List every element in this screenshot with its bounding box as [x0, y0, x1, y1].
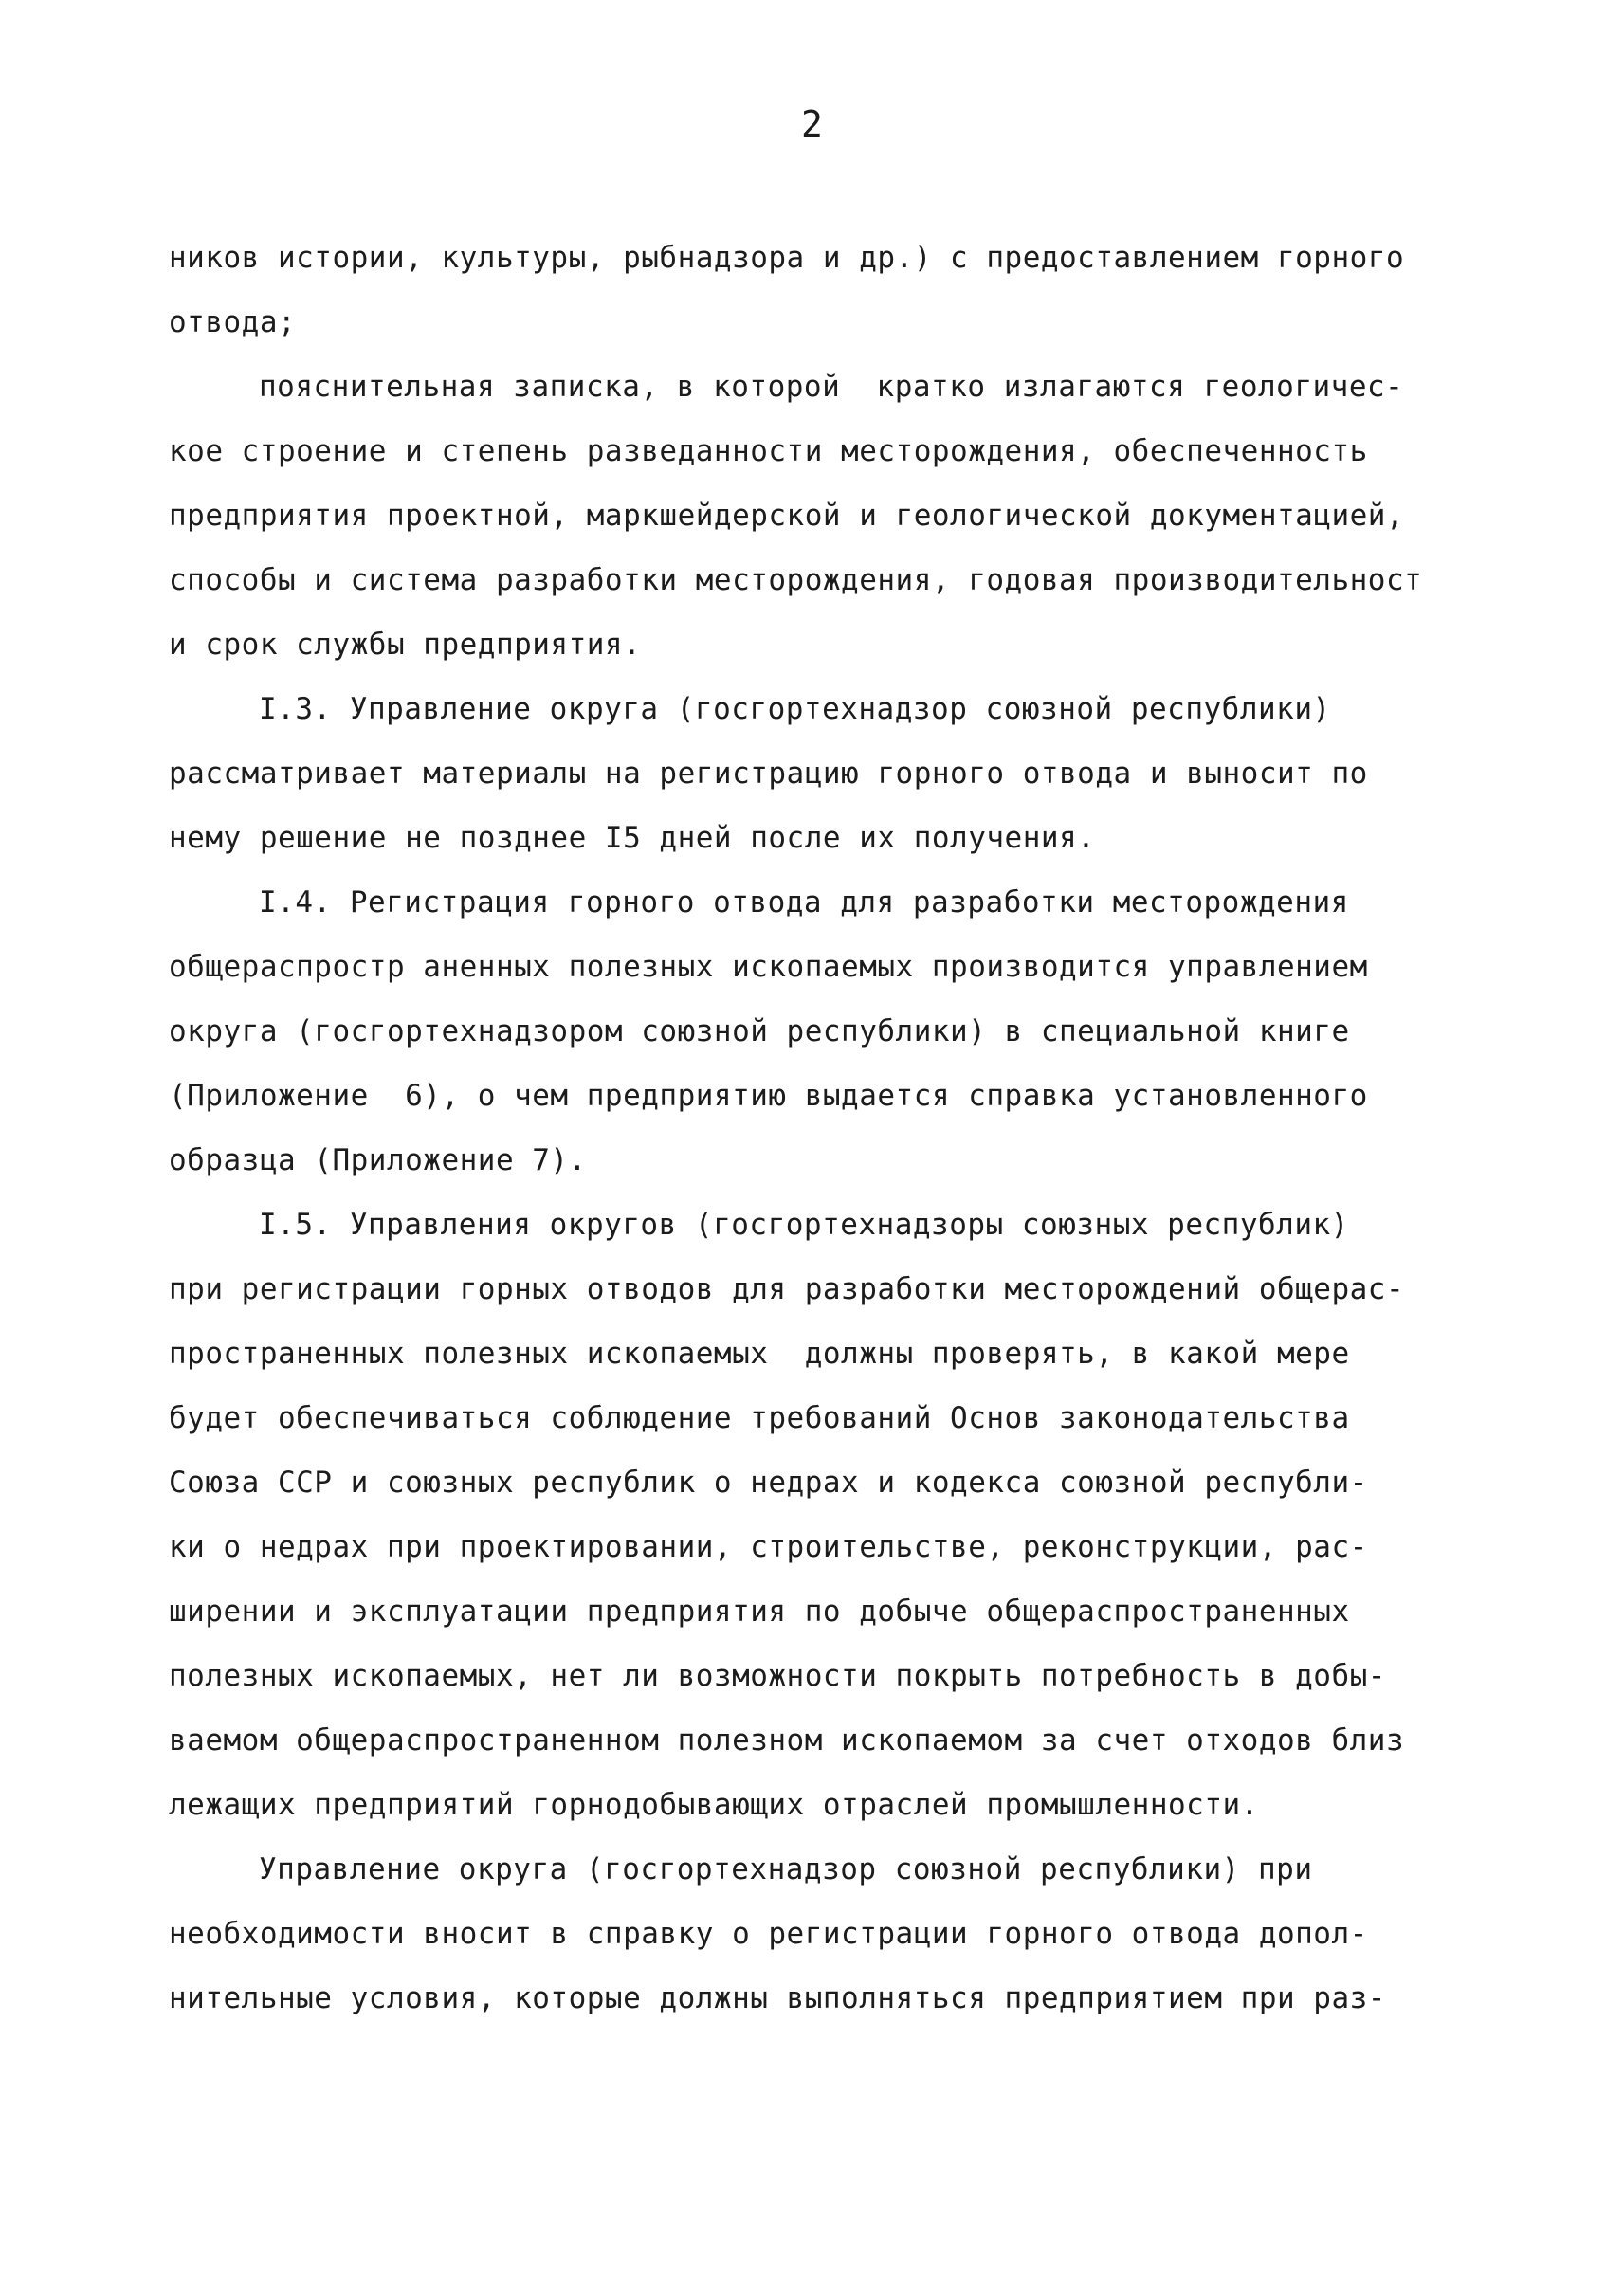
paragraph-explanatory-note	[169, 355, 1515, 677]
text-line: образца (Приложение 7).	[169, 1143, 587, 1177]
text-line: ки о недрах при проектировании, строительстве, реконструкции, рас-	[169, 1530, 1368, 1564]
text-line: I.5. Управления округов (госгортехнадзоры союзных республик)	[259, 1208, 1349, 1242]
text-line: способы и система разработки месторождения, годовая производительност	[169, 563, 1423, 597]
text-line: I.4. Регистрация горного отвода для разработки месторождения	[259, 885, 1349, 920]
text-line: при регистрации горных отводов для разработки месторождений общерас-	[169, 1272, 1405, 1306]
paragraph-section-1-4	[169, 870, 1515, 1193]
text-line: I.3. Управление округа (госгортехнадзор союзной республики)	[259, 692, 1331, 726]
text-line: полезных ископаемых, нет ли возможности покрыть потребность в добы-	[169, 1659, 1386, 1693]
text-line: рассматривает материалы на регистрацию горного отвода и выносит по	[169, 756, 1368, 791]
text-line: будет обеспечиваться соблюдение требований Основ законодательства	[169, 1401, 1350, 1435]
text-line: общераспростр аненных полезных ископаемых производится управлением	[169, 950, 1368, 984]
text-line: отвода;	[169, 305, 297, 339]
paragraph-section-1-5	[169, 1193, 1515, 1837]
text-line: необходимости вносит в справку о регистрации горного отвода допол-	[169, 1917, 1368, 1951]
text-line: Управление округа (госгортехнадзор союзной республики) при	[259, 1852, 1313, 1886]
paragraph-continuation	[169, 226, 1515, 355]
text-line: нему решение не позднее I5 дней после их получения.	[169, 821, 1096, 855]
text-line: нительные условия, которые должны выполняться предприятием при раз-	[169, 1981, 1386, 2015]
document-body	[169, 226, 1515, 2031]
text-line: пространенных полезных ископаемых должны проверять, в какой мере	[169, 1337, 1350, 1371]
text-line: пояснительная записка, в которой кратко излагаются геологичес-	[259, 370, 1404, 404]
text-line: кое строение и степень разведанности месторождения, обеспеченность	[169, 434, 1368, 468]
text-line: (Приложение 6), о чем предприятию выдается справка установленного	[169, 1079, 1368, 1113]
paragraph-section-1-3	[169, 677, 1515, 870]
text-line: ваемом общераспространенном полезном ископаемом за счет отходов близ	[169, 1723, 1405, 1758]
paragraph-additional-conditions	[169, 1837, 1515, 2031]
text-line: лежащих предприятий горнодобывающих отраслей промышленности.	[169, 1788, 1259, 1822]
text-line: ников истории, культуры, рыбнадзора и др.) с предоставлением горного	[169, 241, 1405, 275]
text-line: ширении и эксплуатации предприятия по добыче общераспространенных	[169, 1594, 1350, 1629]
page-number: 2	[801, 103, 823, 145]
text-line: Союза ССР и союзных республик о недрах и кодекса союзной республи-	[169, 1466, 1368, 1500]
text-line: и срок службы предприятия.	[169, 628, 642, 662]
text-line: округа (госгортехнадзором союзной республики) в специальной книге	[169, 1014, 1350, 1048]
text-line: предприятия проектной, маркшейдерской и геологической документацией,	[169, 499, 1405, 533]
